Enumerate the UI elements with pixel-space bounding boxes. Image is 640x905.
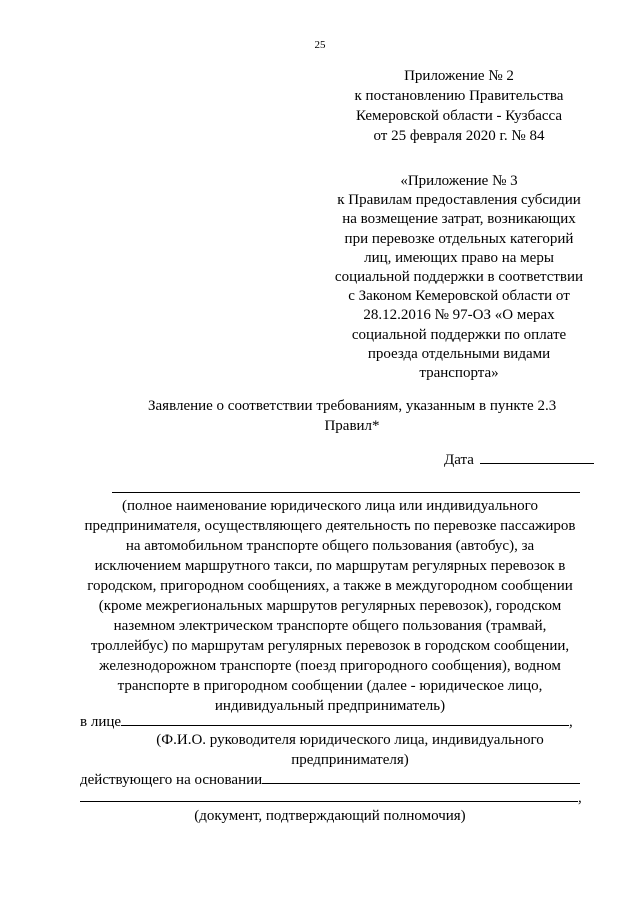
document-hint: (документ, подтверждающий полномочия) xyxy=(194,808,466,824)
appendix-3-line: «Приложение № 3 xyxy=(400,173,518,189)
person-hint xyxy=(140,730,560,770)
org-description-line: железнодорожном транспорте (поезд пригородного сообщения), водном xyxy=(99,658,561,674)
org-description-line: индивидуальный предприниматель) xyxy=(214,698,446,714)
basis-label: действующего на основании xyxy=(80,772,263,788)
person-hint-line-2: предпринимателя) xyxy=(291,752,409,768)
appendix-2-line: Приложение № 2 xyxy=(404,68,514,84)
person-row xyxy=(80,710,600,732)
org-description-line: (полное наименование юридического лица или индивидуального xyxy=(122,498,538,514)
appendix-2-line: к постановлению Правительства xyxy=(354,88,564,104)
document-title xyxy=(148,396,556,436)
person-name-field[interactable] xyxy=(121,710,569,726)
org-description-line: транспорте в пригородном сообщении (далее - юридическое лицо, xyxy=(117,678,543,694)
appendix-2-header xyxy=(330,66,588,146)
title-line-2: Правил* xyxy=(324,418,380,434)
org-description-line: предпринимателя, осуществляющего деятельность по перевозке пассажиров xyxy=(84,518,576,534)
appendix-3-line: 28.12.2016 № 97-ОЗ «О мерах xyxy=(363,307,555,324)
date-label: Дата xyxy=(444,452,474,468)
organization-name-field[interactable] xyxy=(112,492,580,493)
title-line-1: Заявление о соответствии требованиям, указанным в пункте 2.3 xyxy=(148,398,557,414)
organization-description xyxy=(80,496,580,716)
appendix-3-line: при перевозке отдельных категорий xyxy=(344,230,574,247)
appendix-3-line: с Законом Кемеровской области от xyxy=(348,288,570,305)
appendix-2-line: от 25 февраля 2020 г. № 84 xyxy=(373,128,545,144)
person-hint-line-1: (Ф.И.О. руководителя юридического лица, индивидуального xyxy=(156,732,544,748)
appendix-2-line: Кемеровской области - Кузбасса xyxy=(355,108,563,124)
org-description-line: наземном электрическом транспорте общего пользования (трамвай, xyxy=(113,618,547,634)
appendix-3-line: социальной поддержки в соответствии xyxy=(334,269,584,286)
date-field[interactable] xyxy=(480,448,594,464)
org-description-line: исключением маршрутного такси, по маршрутам регулярных перевозок в xyxy=(94,558,566,574)
appendix-3-header xyxy=(330,172,588,383)
org-description-line: (кроме межрегиональных маршрутов регулярных перевозок), городском xyxy=(98,598,562,614)
document-field[interactable] xyxy=(80,786,578,802)
appendix-3-line: на возмещение затрат, возникающих xyxy=(342,211,576,228)
appendix-3-line: проезда отдельными видами xyxy=(367,345,551,362)
org-description-line: на автомобильном транспорте общего пользования (автобус), за xyxy=(125,538,535,554)
basis-field[interactable] xyxy=(262,768,580,784)
appendix-3-line: лиц, имеющих право на меры xyxy=(364,249,554,266)
document-comma: , xyxy=(578,790,582,806)
appendix-3-line: к Правилам предоставления субсидии xyxy=(337,192,581,209)
appendix-3-line: транспорта» xyxy=(419,365,499,382)
org-description-line: троллейбус) по маршрутам регулярных перевозок в городском сообщении, xyxy=(90,638,570,654)
document-row xyxy=(80,786,600,808)
appendix-3-line: социальной поддержки по оплате xyxy=(351,326,567,343)
page-number: 25 xyxy=(314,39,326,51)
person-label: в лице xyxy=(80,714,122,730)
org-description-line: городском, пригородном сообщениях, а также в междугородном сообщении xyxy=(87,578,573,594)
person-comma: , xyxy=(569,714,573,730)
date-row xyxy=(444,448,594,470)
